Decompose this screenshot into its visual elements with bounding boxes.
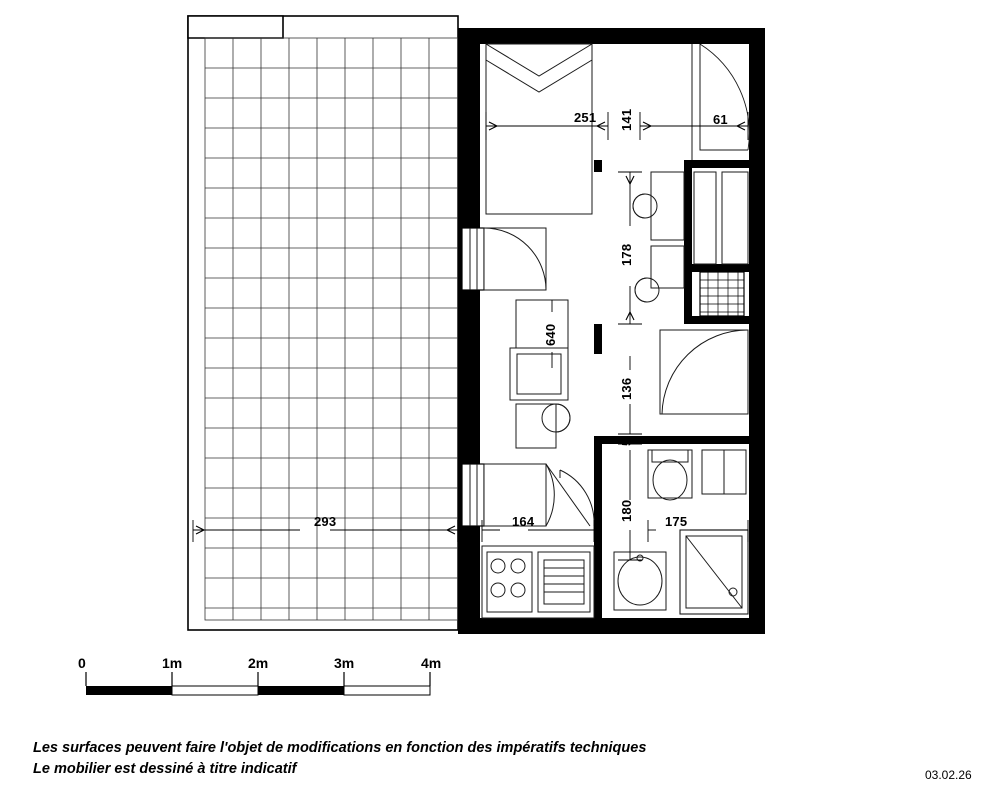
dimension-label-293: 293 [314, 514, 337, 529]
scale-bar [86, 672, 430, 695]
document-date: 03.02.26 [925, 768, 972, 782]
dimension-label-141: 141 [619, 108, 634, 131]
dimension-label-5: 5 [619, 438, 634, 446]
scale-tick-label-1m: 1m [162, 655, 183, 671]
dimension-label-640: 640 [543, 323, 558, 346]
round-table [516, 404, 570, 448]
furniture-and-fixtures [462, 44, 749, 618]
bed-top [486, 44, 592, 214]
hall-door-swing [560, 470, 594, 526]
dimension-label-175: 175 [665, 514, 688, 529]
dimension-label-178: 178 [619, 243, 634, 266]
appliance-unit [635, 246, 684, 302]
shower-cabin [700, 272, 744, 316]
dimension-label-61: 61 [713, 112, 728, 127]
disclaimer-note-line-1: Les surfaces peuvent faire l'objet de modifications en fonction des impératifs techniques [33, 740, 647, 756]
wardrobe-door-upper [462, 228, 546, 290]
scale-tick-label-3m: 3m [334, 655, 355, 671]
scale-tick-label-2m: 2m [248, 655, 269, 671]
scale-tick-label-4m: 4m [421, 655, 442, 671]
sofa [510, 300, 568, 400]
dimension-label-180: 180 [619, 499, 634, 522]
dimension-label-251: 251 [574, 110, 597, 125]
scale-tick-label-0: 0 [78, 655, 86, 671]
washbasin [614, 552, 666, 610]
dimension-label-136: 136 [619, 377, 634, 400]
dimension-label-164: 164 [512, 514, 535, 529]
wc-cabinet [702, 450, 746, 494]
terrace-area [188, 16, 458, 630]
window-swing-top-right [692, 44, 749, 160]
shower-tray [680, 530, 748, 614]
disclaimer-note-line-2: Le mobilier est dessiné à titre indicatif [33, 761, 297, 777]
kitchen-counter [482, 546, 594, 618]
toilet [648, 450, 692, 500]
door-swing-entry-right [660, 330, 748, 414]
